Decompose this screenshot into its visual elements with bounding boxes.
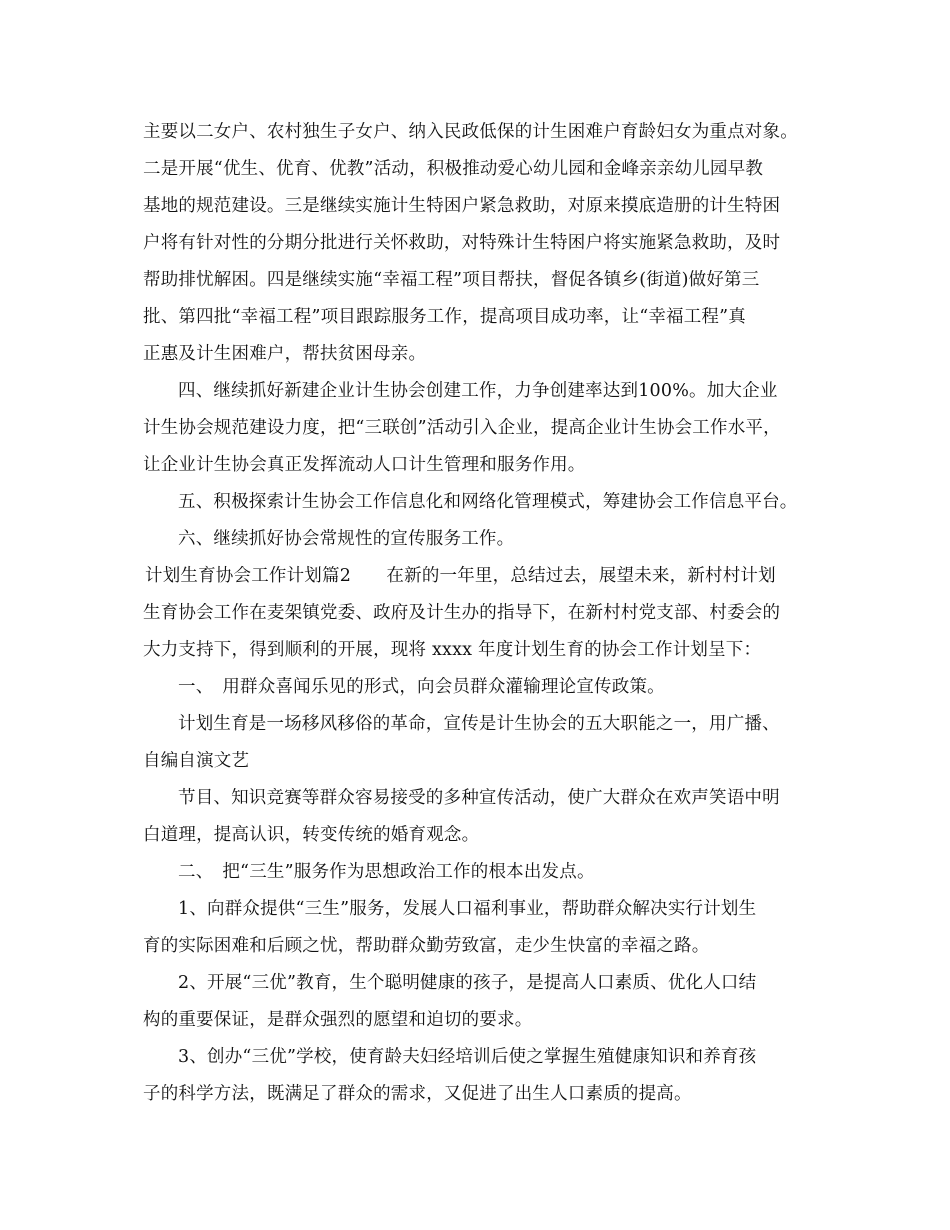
subitem-1-line: 1、向群众提供“三生”服务，发展人口福利事业，帮助群众解决实行计划生 xyxy=(178,899,757,919)
text-line: 正惠及计生困难户，帮扶贫困母亲。 xyxy=(143,344,427,364)
text-line: 帮助排忧解困。四是继续实施“幸福工程”项目帮扶，督促各镇乡(街道)做好第三 xyxy=(143,270,760,290)
text-line: 批、第四批“幸福工程”项目跟踪服务工作，提高项目成功率，让“幸福工程”真 xyxy=(143,307,746,327)
item-one-heading: 一、 用群众喜闻乐见的形式，向会员群众灌输理论宣传政策。 xyxy=(178,677,665,697)
text-line: 让企业计生协会真正发挥流动人口计生管理和服务作用。 xyxy=(143,455,586,475)
item-two-heading: 二、 把“三生”服务作为思想政治工作的根本出发点。 xyxy=(178,862,595,882)
paragraph-4-line: 四、继续抓好新建企业计生协会创建工作，力争创建率达到100%。加大企业 xyxy=(178,381,778,401)
text-line: 计生协会规范建设力度，把“三联创”活动引入企业，提高企业计生协会工作水平， xyxy=(143,418,781,438)
section-heading-line: 计划生育协会工作计划篇2 在新的一年里，总结过去，展望未来，新村村计划 xyxy=(145,566,776,586)
text-line: 户将有针对性的分期分批进行关怀救助，对特殊计生特困户将实施紧急救助，及时 xyxy=(143,233,781,253)
text-line: 生育协会工作在麦架镇党委、政府及计生办的指导下，在新村村党支部、村委会的 xyxy=(143,603,781,623)
text-line: 子的科学方法，既满足了群众的需求，又促进了出生人口素质的提高。 xyxy=(143,1084,692,1104)
paragraph-5-line: 五、积极探索计生协会工作信息化和网络化管理模式，筹建协会工作信息平台。 xyxy=(178,492,798,512)
subitem-2-line: 2、开展“三优”教育，生个聪明健康的孩子，是提高人口素质、优化人口结 xyxy=(178,973,757,993)
text-line: 主要以二女户、农村独生子女户、纳入民政低保的计生困难户育龄妇女为重点对象。 xyxy=(143,122,798,142)
text-line: 大力支持下，得到顺利的开展，现将 xxxx 年度计划生育的协会工作计划呈下： xyxy=(143,640,762,660)
paragraph-6-line: 六、继续抓好协会常规性的宣传服务工作。 xyxy=(178,529,515,549)
text-line: 育的实际困难和后顾之忧，帮助群众勤劳致富，走少生快富的幸福之路。 xyxy=(143,936,710,956)
subitem-3-line: 3、创办“三优”学校，使育龄夫妇经培训后使之掌握生殖健康知识和养育孩 xyxy=(178,1047,757,1067)
text-line: 基地的规范建设。三是继续实施计生特困户紧急救助，对原来摸底造册的计生特困 xyxy=(143,196,781,216)
text-line: 白道理，提高认识，转变传统的婚育观念。 xyxy=(143,825,480,845)
text-line: 自编自演文艺 xyxy=(143,751,250,771)
text-line: 计划生育是一场移风移俗的革命，宣传是计生协会的五大职能之一，用广播、 xyxy=(178,714,780,734)
text-line: 节目、知识竞赛等群众容易接受的多种宣传活动，使广大群众在欢声笑语中明 xyxy=(178,788,780,808)
text-line: 二是开展“优生、优育、优教”活动，积极推动爱心幼儿园和金峰亲亲幼儿园早教 xyxy=(143,159,764,179)
text-line: 构的重要保证，是群众强烈的愿望和迫切的要求。 xyxy=(143,1010,533,1030)
